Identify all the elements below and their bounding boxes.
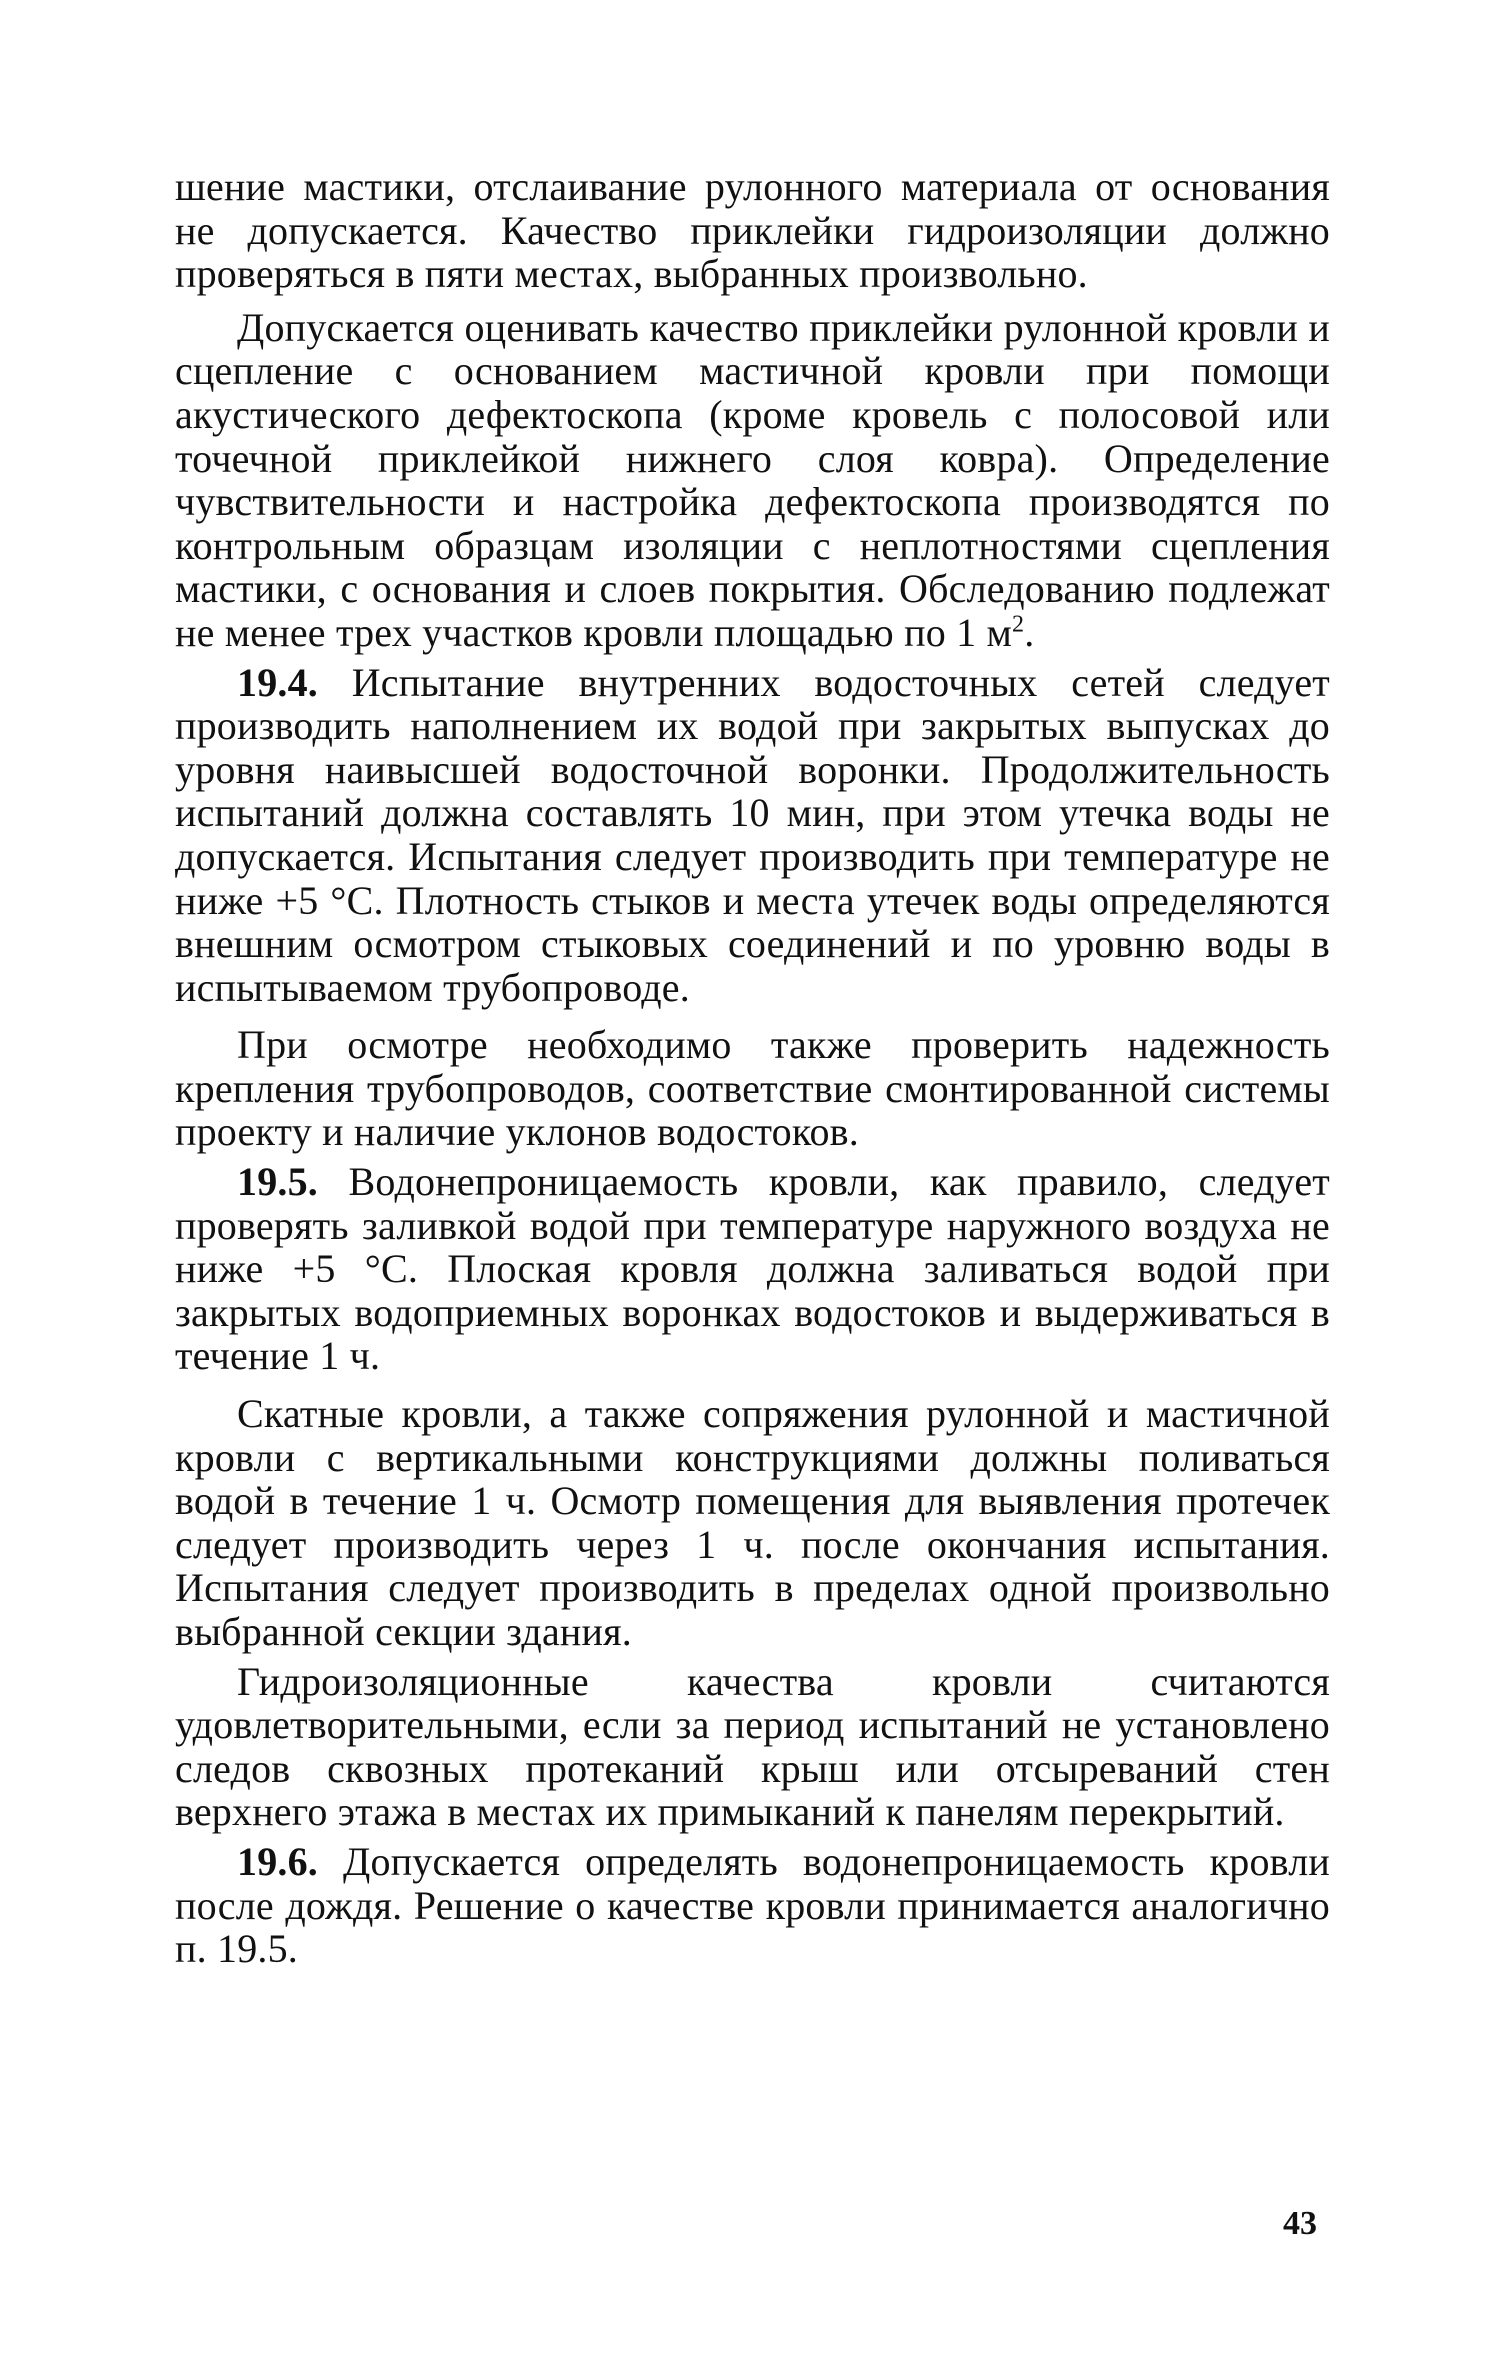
superscript: 2 xyxy=(1012,611,1025,638)
paragraph-text-end: . xyxy=(1024,609,1035,655)
paragraph-pitched-roofs xyxy=(175,1392,1330,1654)
paragraph-text: шение мастики, отслаивание рулонного материала от основания не допускается. Качество приклейки гидроизоляции должно проверяться в пяти местах, выбранных произвольно. xyxy=(175,164,1330,297)
paragraph-waterproofing-quality xyxy=(175,1660,1330,1834)
paragraph-text: Скатные кровли, а также сопряжения рулонной и мастичной кровли с вертикальными конструкциями должны поливаться водой в течение 1 ч. Осмотр помещения для выявления протечек следует производить через 1 ч. после окончания испытания. Испытания следует производить в пределах одной произвольно выбранной секции здания. xyxy=(175,1391,1330,1654)
section-19-6 xyxy=(175,1840,1330,1971)
paragraph-text: Допускается оценивать качество приклейки рулонной кровли и сцепление с основанием мастичной кровли при помощи акустического дефектоскопа (кроме кровель с полосовой или точечной приклейкой нижнего слоя ковра). Определение чувствительности и настройка дефектоскопа производятся по контрольным образцам изоляции с неплотностями сцепления мастики, с основания и слоев покрытия. Обследованию подлежат не менее трех участков кровли площадью по 1 м xyxy=(175,304,1330,655)
paragraph-text: Водонепроницаемость кровли, как правило, следует проверять заливкой водой при температуре наружного воздуха не ниже +5 °С. Плоская кровля должна заливаться водой при закрытых водоприемных воронках водостоков и выдерживаться в течение 1 ч. xyxy=(175,1159,1330,1379)
paragraph-text: Гидроизоляционные качества кровли считаются удовлетворительными, если за период испытаний не установлено следов сквозных протеканий крыш или отсыреваний стен верхнего этажа в местах их примыканий к панелям перекрытий. xyxy=(175,1658,1330,1835)
paragraph-continuation xyxy=(175,165,1330,296)
section-number: 19.6. xyxy=(237,1838,318,1884)
paragraph-text: Испытание внутренних водосточных сетей следует производить наполнением их водой при закрытых выпусках до уровня наивысшей водосточной воронки. Продолжительность испытаний должна составлять 10 мин, при этом утечка воды не допускается. Испытания следует производить при температуре не ниже +5 °С. Плотность стыков и места утечек воды определяются внешним осмотром стыковых соединений и по уровню воды в испытываемом трубопроводе. xyxy=(175,659,1330,1010)
section-number: 19.4. xyxy=(237,659,318,705)
paragraph-inspection xyxy=(175,1023,1330,1154)
section-19-4 xyxy=(175,661,1330,1010)
document-page xyxy=(175,165,1330,1971)
section-number: 19.5. xyxy=(237,1159,318,1205)
paragraph-defectoscope xyxy=(175,306,1330,655)
paragraph-text: Допускается определять водонепроницаемость кровли после дождя. Решение о качестве кровли принимается аналогично п. 19.5. xyxy=(175,1838,1330,1972)
page-number: 43 xyxy=(1283,2205,1317,2242)
section-19-5 xyxy=(175,1160,1330,1378)
paragraph-text: При осмотре необходимо также проверить надежность крепления трубопроводов, соответствие смонтированной системы проекту и наличие уклонов водостоков. xyxy=(175,1022,1330,1155)
